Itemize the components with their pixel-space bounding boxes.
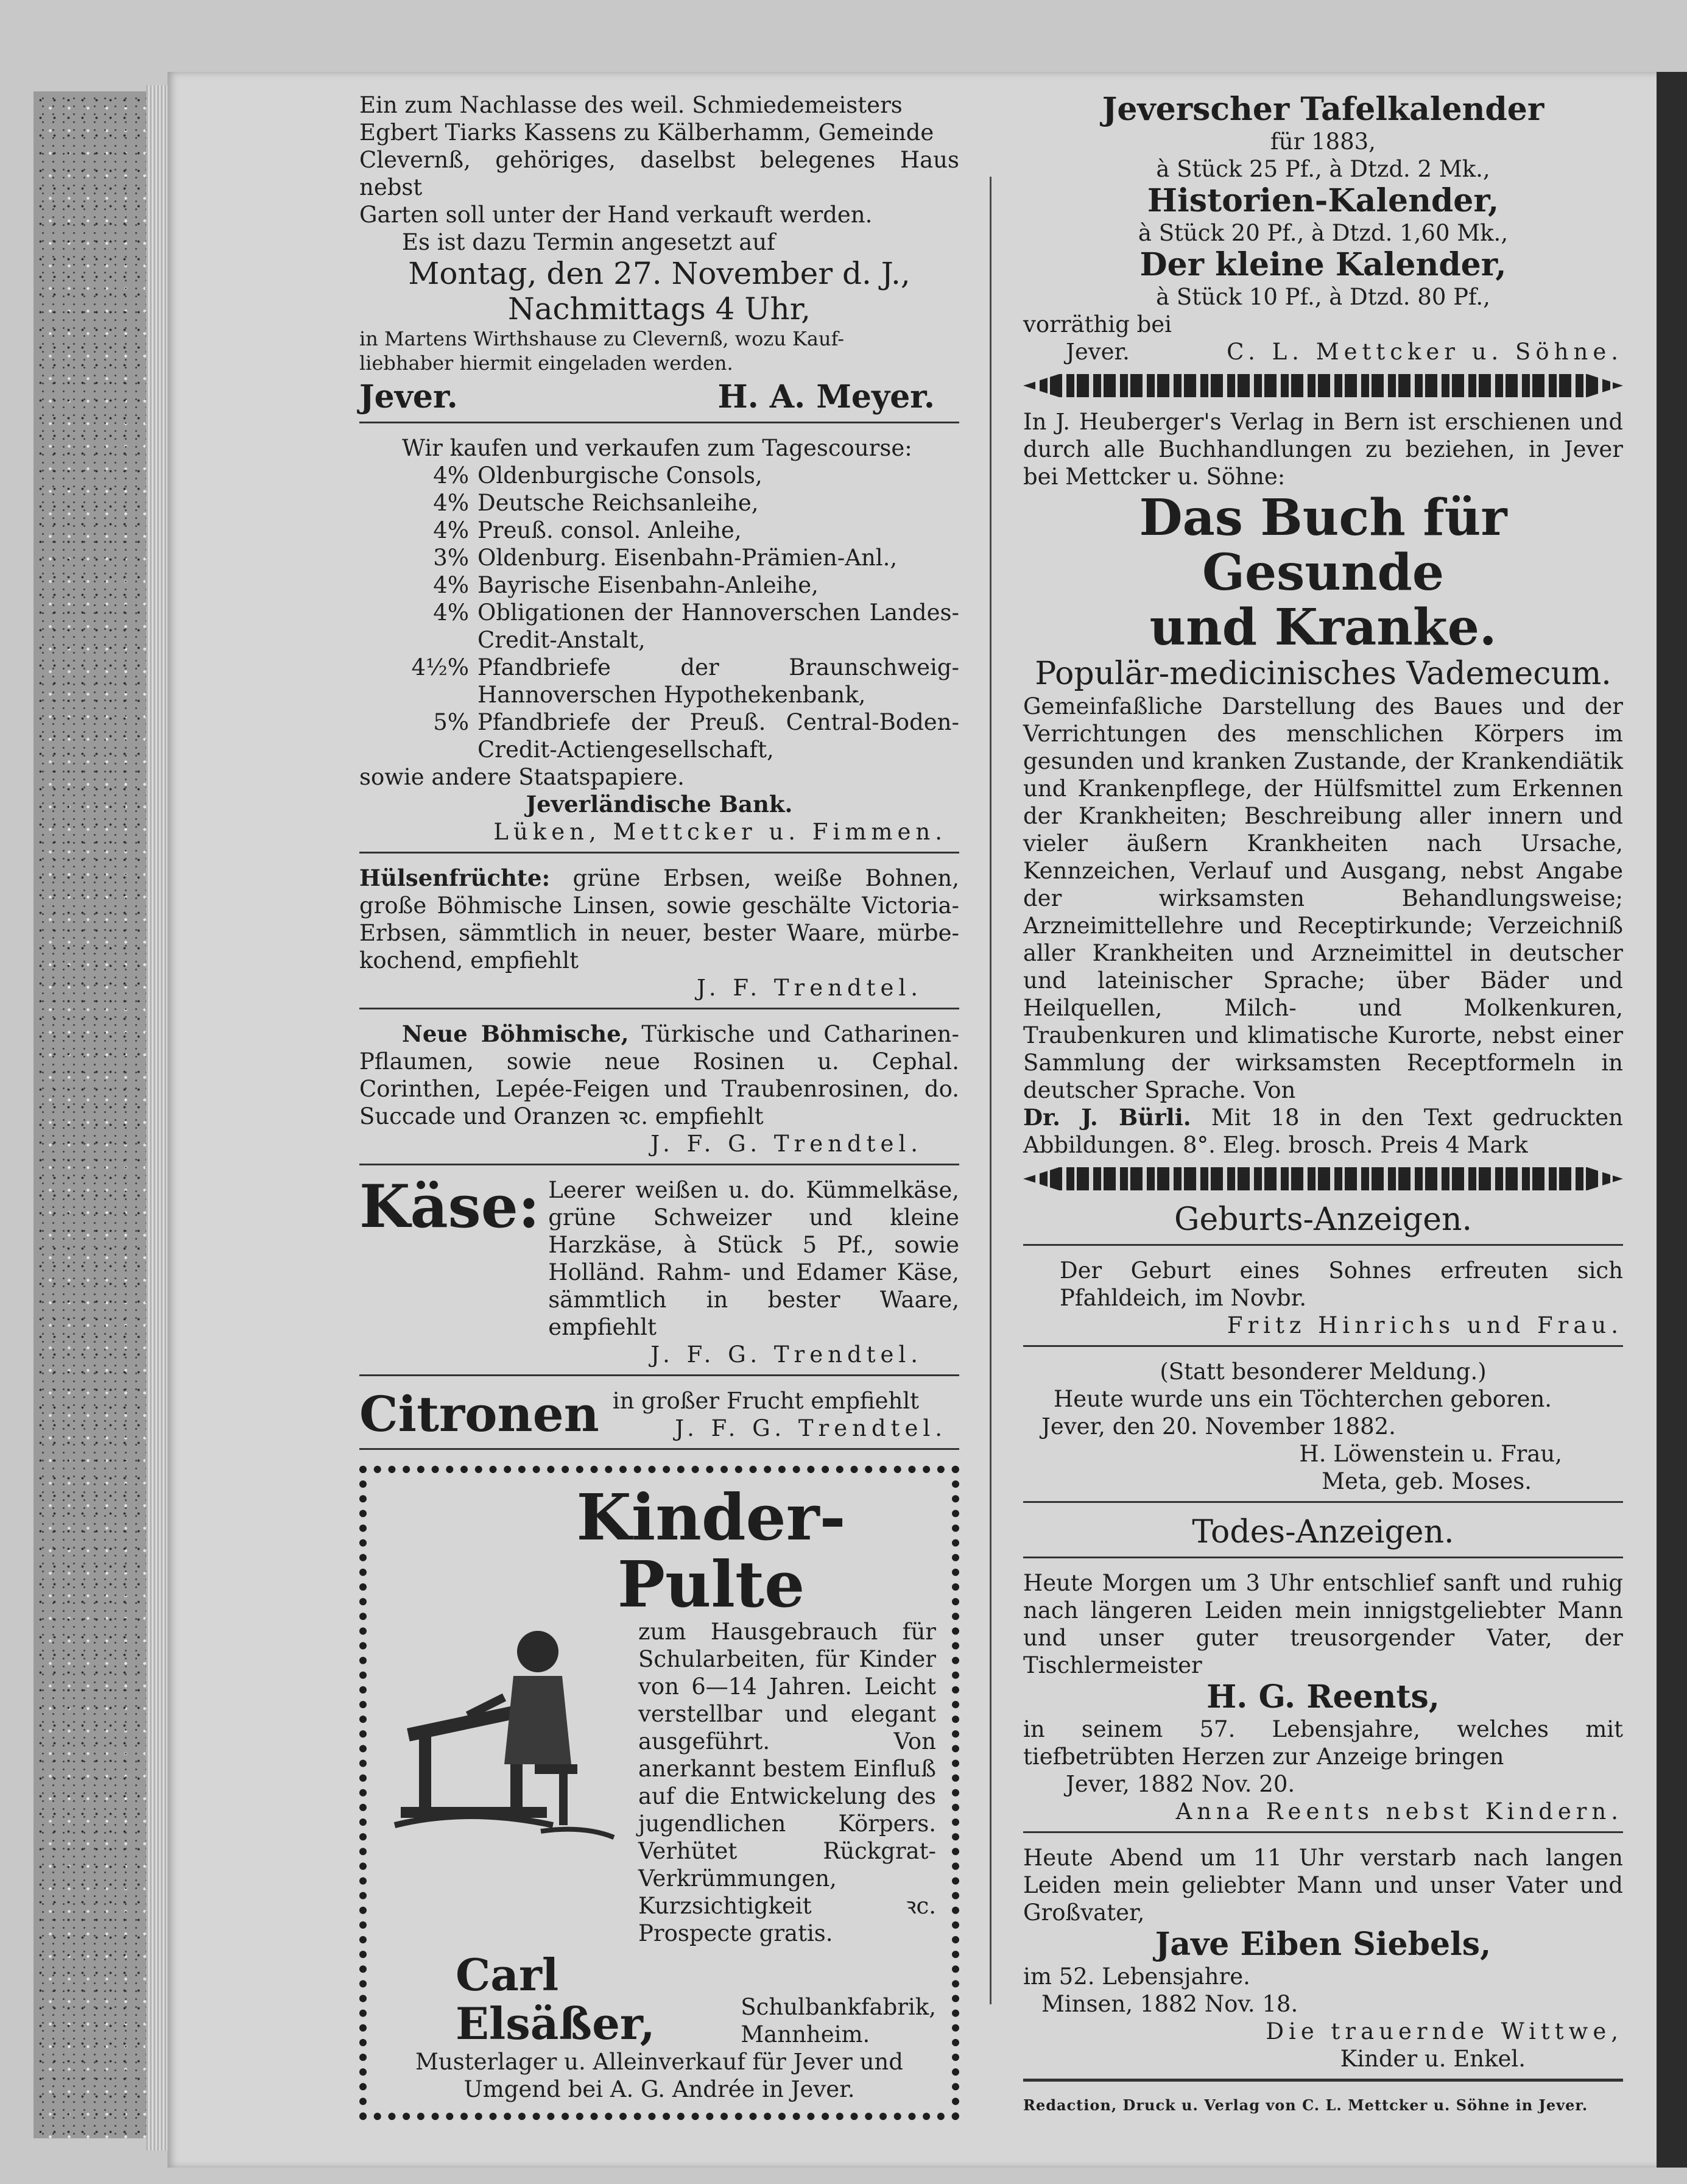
ad-signer: J. F. G. Trendtel. (650, 1341, 923, 1368)
kinder-pulte-ad (359, 1466, 959, 2120)
rate-row (402, 462, 959, 489)
buch-title: und Kranke. (1149, 598, 1497, 657)
rate-row (402, 654, 959, 709)
maker-name: Carl Elsäßer, (456, 1949, 655, 2049)
bank-partners: Lüken, Mettcker u. Fimmen. (493, 819, 947, 845)
historien-kalender: Historien-Kalender, (1147, 182, 1499, 219)
sale-line: Egbert Tiarks Kassens zu Kälberhamm, Gemeinde (359, 119, 934, 146)
house-sale-notice (359, 91, 959, 415)
kalender-avail: vorräthig bei (1023, 311, 1172, 337)
buch-subtitle: Populär-medicinisches Vademecum. (1035, 656, 1611, 692)
sale-time: Nachmittags 4 Uhr, (507, 291, 811, 327)
ad-text: grüne Erbsen, weiße Bohnen, große Böhmische Linsen, sowie geschälte Victoria-Erbsen, sämmtlich in neuer, bester Waare, mürbe-kochend, empfiehlt (359, 865, 959, 974)
notice-date: Minsen, 1882 Nov. 18. (1041, 1991, 1298, 2017)
buch-title: Das Buch für Gesunde (1139, 489, 1507, 602)
notice-signer: Meta, geb. Moses. (1322, 1468, 1532, 1494)
book-cover-edge (33, 91, 152, 2138)
sale-line: Ein zum Nachlasse des weil. Schmiedemeisters (359, 92, 903, 118)
ornament-divider (1023, 374, 1623, 397)
bank-closing: sowie andere Staatspapiere. (359, 764, 685, 790)
notice-signer: H. Löwenstein u. Frau, (1299, 1441, 1562, 1467)
rate-text: Oldenburgische Consols, (477, 462, 762, 489)
divider (359, 422, 959, 423)
buch-tail: Mit 18 in den Text gedruckten Abbildungen. 8°. Eleg. brosch. Preis 4 Mark (1023, 1104, 1623, 1158)
pflaumen-ad (359, 1020, 959, 1157)
kinder-footer: Musterlager u. Alleinverkauf für Jever und Umgend bei A. G. Andrée in Jever. (415, 2049, 903, 2102)
section-heading: Geburts-Anzeigen. (1174, 1201, 1473, 1238)
section-heading: Todes-Anzeigen. (1192, 1514, 1454, 1550)
divider (1023, 2079, 1623, 2082)
maker-note: Schulbankfabrik, (741, 1994, 936, 2020)
book-page-edges (146, 85, 171, 2150)
notice-note: (Statt besonderer Meldung.) (1160, 1359, 1487, 1385)
ad-text: Leerer weißen u. do. Kümmelkäse, grüne Schweizer und kleine Harzkäse, à Stück 5 Pf., sowie Holländ. Rahm- und Edamer Käse, sämmtlich in bester Waare, empfiehlt (548, 1177, 959, 1340)
buch-ad (1023, 408, 1623, 1159)
kalender-seller: C. L. Mettcker u. Söhne. (1227, 339, 1623, 365)
geburts-anzeigen (1023, 1201, 1623, 1495)
sale-place-line: in Martens Wirthshause zu Clevernß, wozu Kauf- (359, 327, 845, 350)
right-column (1023, 91, 1623, 2129)
sale-date: Montag, den 27. November d. J., (408, 256, 910, 291)
rate-text: Deutsche Reichsanleihe, (477, 490, 759, 516)
kalender-price: à Stück 20 Pf., à Dtzd. 1,60 Mk., (1138, 220, 1509, 246)
rate-pct: 4% (433, 462, 469, 489)
notice-age: im 52. Lebensjahre. (1023, 1963, 1250, 1990)
kaese-word: Käse: (359, 1172, 540, 1241)
notice-text: Heute wurde uns ein Töchterchen geboren. (1054, 1386, 1552, 1412)
rate-text: Preuß. consol. Anleihe, (477, 517, 742, 543)
divider (1023, 1345, 1623, 1347)
divider (1023, 1557, 1623, 1558)
bank-intro: Wir kaufen und verkaufen zum Tagescourse: (402, 435, 912, 461)
kinder-title: Kinder-Pulte (576, 1480, 846, 1622)
deceased-name: H. G. Reents, (1206, 1678, 1440, 1716)
column-divider (990, 177, 991, 2004)
kalender-place: Jever. (1066, 339, 1130, 365)
notice-text: Heute Abend um 11 Uhr verstarb nach langen Leiden mein geliebter Mann und unser Vater und Großvater, (1023, 1845, 1623, 1926)
ornament-divider (1023, 1167, 1623, 1190)
divider (359, 1008, 959, 1009)
rate-text: Obligationen der Hannoverschen Landes-Credit-Anstalt, (477, 599, 959, 653)
divider (1023, 1244, 1623, 1246)
kinder-text: zum Hausgebrauch für Schularbeiten, für Kinder von 6—14 Jahren. Leicht verstellbar und elegant ausgeführt. Von anerkannt bestem Einfluß auf die Entwickelung des jugendlichen Körpers. Verhütet Rückgrat-Verkrümmungen, Kurzsichtigkeit ꝛc. Prospecte gratis. (638, 1619, 936, 1946)
rate-pct: 4½% (411, 654, 469, 680)
notice-signer: Fritz Hinrichs und Frau. (1227, 1312, 1623, 1338)
left-column (359, 91, 959, 2120)
citronen-ad (359, 1387, 959, 1442)
rate-pct: 3% (433, 545, 469, 571)
rate-pct: 4% (433, 599, 469, 626)
sale-signer: H. A. Meyer. (717, 378, 935, 415)
kaese-ad (359, 1172, 959, 1368)
divider (1023, 1831, 1623, 1833)
divider (359, 1374, 959, 1376)
kalender-ad (1023, 91, 1623, 366)
ad-lead: Hülsenfrüchte: (359, 864, 551, 891)
notice-signer: Kinder u. Enkel. (1340, 2046, 1526, 2072)
notice-date: Jever, den 20. November 1882. (1041, 1413, 1396, 1440)
kleine-kalender: Der kleine Kalender, (1139, 246, 1507, 283)
bank-name: Jeverländische Bank. (526, 791, 793, 818)
page-gutter (1657, 72, 1687, 2168)
rate-row (402, 571, 959, 599)
kalender-price: à Stück 10 Pf., à Dtzd. 80 Pf., (1156, 284, 1490, 310)
ad-lead: Neue Böhmische, (402, 1020, 629, 1047)
notice-signer: Die trauernde Wittwe, (1266, 2018, 1623, 2044)
divider (1023, 1501, 1623, 1503)
rate-pct: 5% (433, 709, 469, 735)
notice-text: Der Geburt eines Sohnes erfreuten sich Pfahldeich, im Novbr. (1060, 1257, 1623, 1311)
kalender-year: für 1883, (1270, 129, 1376, 155)
rate-text: Oldenburg. Eisenbahn-Prämien-Anl., (477, 545, 898, 571)
term-line: Es ist dazu Termin angesetzt auf (402, 229, 775, 255)
child-at-desk-illustration (382, 1618, 626, 1947)
huelsenfruechte-ad (359, 864, 959, 1002)
sale-line: Clevernß, gehöriges, daselbst belegenes Haus nebst (359, 147, 959, 200)
rate-pct: 4% (433, 490, 469, 516)
notice-text: Heute Morgen um 3 Uhr entschlief sanft und ruhig nach längeren Leiden mein innigstgeliebter Mann und unser guter treusorgender Vater, der Tischlermeister (1023, 1570, 1623, 1678)
sale-place-line: liebhaber hiermit eingeladen werden. (359, 352, 733, 375)
sale-place: Jever. (359, 378, 458, 415)
divider (359, 852, 959, 853)
rate-text: Bayrische Eisenbahn-Anleihe, (477, 572, 819, 598)
rate-pct: 4% (433, 517, 469, 543)
ad-signer: J. F. Trendtel. (696, 975, 923, 1001)
deceased-name: Jave Eiben Siebels, (1155, 1926, 1492, 1963)
rate-row (402, 709, 959, 763)
buch-author: Dr. J. Bürli. (1023, 1104, 1191, 1131)
ad-text: in großer Frucht empfiehlt (612, 1388, 920, 1414)
buch-intro: In J. Heuberger's Verlag in Bern ist erschienen und durch alle Buchhandlungen zu beziehen, in Jever bei Mettcker u. Söhne: (1023, 409, 1623, 490)
kalender-title: Jeverscher Tafelkalender (1102, 91, 1544, 128)
rate-pct: 4% (433, 572, 469, 598)
rate-text: Pfandbriefe der Braunschweig-Hannoverschen Hypothekenbank, (477, 654, 959, 708)
bank-notice (359, 434, 959, 846)
ad-text: Türkische und Catharinen-Pflaumen, sowie neue Rosinen u. Cephal. Corinthen, Lepée-Feigen und Traubenrosinen, do. Succade und Oranzen ꝛc. empfiehlt (359, 1021, 959, 1129)
todes-anzeigen (1023, 1514, 1623, 2073)
rate-row (402, 544, 959, 571)
divider (359, 1164, 959, 1165)
kalender-price: à Stück 25 Pf., à Dtzd. 2 Mk., (1156, 156, 1490, 182)
rate-text: Pfandbriefe der Preuß. Central-Boden-Credit-Actiengesellschaft, (477, 709, 959, 763)
imprint-line: Redaction, Druck u. Verlag von C. L. Mettcker u. Söhne in Jever. (1023, 2096, 1588, 2114)
maker-note: Mannheim. (741, 2021, 870, 2048)
buch-body: Gemeinfaßliche Darstellung des Baues und der Verrichtungen des menschlichen Körpers im gesunden und kranken Zustande, der Krankendiätik und Krankenpflege, der Hülfsmittel zum Erkennen der Krankheiten; Beschreibung aller innern und vieler äußern Krankheiten nach Ursache, Kennzeichen, Verlauf und Ausgang, nebst Angabe der wirksamsten Behandlungsweise; Arzneimittellehre und Receptirkunde; Verzeichniß aller Krankheiten und Arzneimittel in deutscher und lateinischer Sprache; über Bäder und Heilquellen, Milch- und Molkenkuren, Traubenkuren und klimatische Kurorte, nebst einer Sammlung der wirksamsten Receptformeln in deutscher Sprache. Von (1023, 693, 1623, 1103)
sale-line: Garten soll unter der Hand verkauft werden. (359, 202, 873, 228)
notice-date: Jever, 1882 Nov. 20. (1066, 1771, 1295, 1797)
ad-signer: J. F. G. Trendtel. (650, 1131, 923, 1157)
notice-signer: Anna Reents nebst Kindern. (1175, 1798, 1623, 1825)
citronen-word: Citronen (359, 1385, 599, 1443)
rate-row (402, 517, 959, 544)
rate-row (402, 599, 959, 654)
notice-text: in seinem 57. Lebensjahre, welches mit tiefbetrübten Herzen zur Anzeige bringen (1023, 1716, 1623, 1770)
ad-signer: J. F. G. Trendtel. (675, 1415, 947, 1441)
divider (359, 1448, 959, 1450)
rate-row (402, 489, 959, 517)
